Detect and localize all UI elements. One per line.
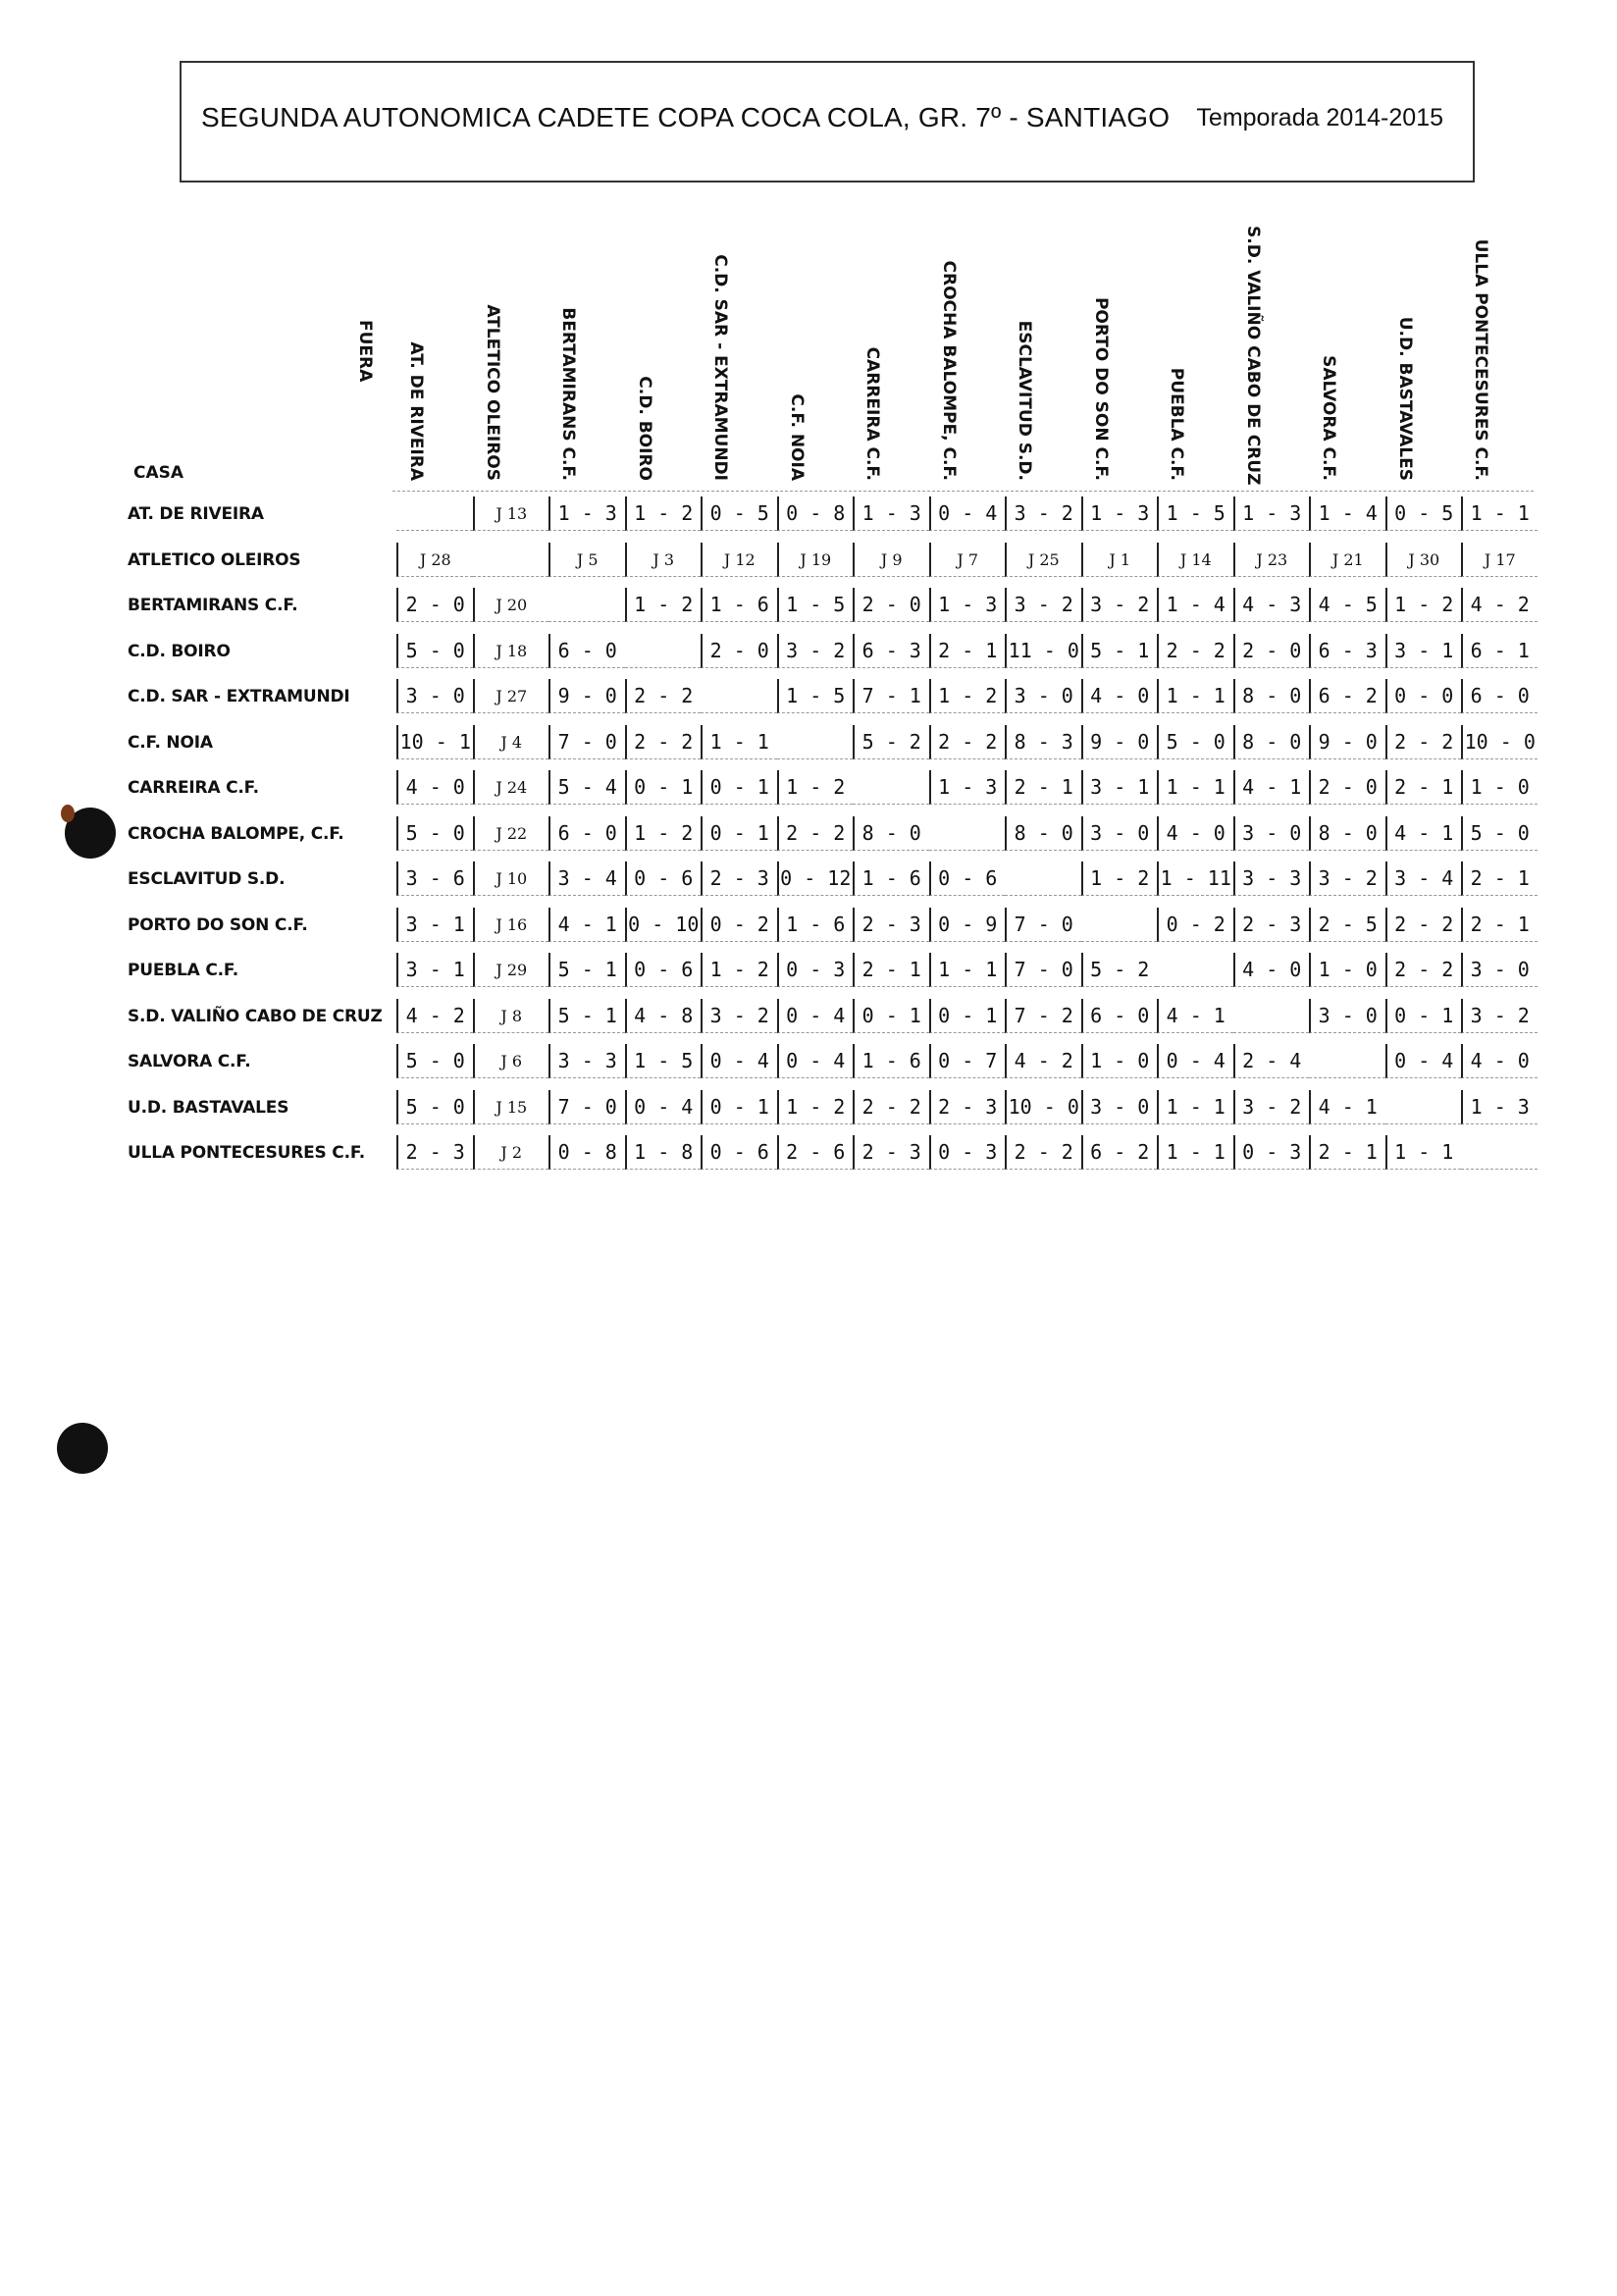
column-header xyxy=(482,226,532,481)
result-cell: 4 - 5 xyxy=(1309,588,1385,622)
column-header-label: ATLETICO OLEIROS xyxy=(482,304,502,481)
result-cell: 6 - 0 xyxy=(548,816,625,851)
column-header-label: PUEBLA C.F. xyxy=(1167,367,1186,481)
result-cell: 2 - 3 xyxy=(396,1135,473,1170)
result-cell: 2 - 2 xyxy=(1385,953,1462,987)
result-cell: 2 - 3 xyxy=(701,861,777,896)
column-header-label: U.D. BASTAVALES xyxy=(1394,316,1415,481)
result-cell: 3 - 2 xyxy=(1233,1090,1310,1124)
result-cell: 3 - 1 xyxy=(1081,770,1158,805)
result-cell: 3 - 3 xyxy=(1233,861,1310,896)
column-header xyxy=(1319,226,1368,481)
result-cell: J 10 xyxy=(473,861,549,896)
result-cell: J 6 xyxy=(473,1044,549,1078)
result-cell: 0 - 12 xyxy=(777,861,854,896)
result-cell: 6 - 0 xyxy=(1081,999,1158,1033)
diagonal-cell xyxy=(777,725,854,759)
result-cell: 5 - 0 xyxy=(396,1090,473,1124)
result-cell: 1 - 1 xyxy=(929,953,1006,987)
diagonal-cell xyxy=(1005,861,1081,896)
row-header: ESCLAVITUD S.D. xyxy=(128,869,286,889)
column-header xyxy=(786,226,836,481)
diagonal-cell xyxy=(929,816,1006,851)
row-header: U.D. BASTAVALES xyxy=(128,1097,289,1118)
result-cell: 9 - 0 xyxy=(1309,725,1385,759)
result-cell: 4 - 1 xyxy=(1157,999,1233,1033)
result-cell: J 19 xyxy=(777,543,854,577)
result-cell: 10 - 0 xyxy=(1461,725,1538,759)
result-cell: 5 - 1 xyxy=(1081,634,1158,668)
result-cell: 4 - 0 xyxy=(1233,953,1310,987)
result-cell: 6 - 3 xyxy=(853,634,929,668)
result-cell: 4 - 2 xyxy=(1005,1044,1081,1078)
result-cell: 9 - 0 xyxy=(1081,725,1158,759)
column-header-label: CARREIRA C.F. xyxy=(862,346,882,481)
result-cell: 6 - 1 xyxy=(1461,634,1538,668)
result-cell: 1 - 4 xyxy=(1157,588,1233,622)
result-cell: 2 - 1 xyxy=(1309,1135,1385,1170)
result-cell: 4 - 2 xyxy=(396,999,473,1033)
result-cell: 0 - 4 xyxy=(1385,1044,1462,1078)
result-cell: 3 - 4 xyxy=(1385,861,1462,896)
column-header xyxy=(1015,226,1064,481)
column-header-label: SALVORA C.F. xyxy=(1319,355,1338,481)
diagonal-cell xyxy=(1081,908,1158,942)
result-cell: 2 - 0 xyxy=(1309,770,1385,805)
result-cell: J 13 xyxy=(473,496,549,531)
result-cell: 7 - 0 xyxy=(1005,953,1081,987)
header-box xyxy=(180,61,1475,183)
column-header xyxy=(710,226,759,481)
result-cell: 0 - 4 xyxy=(1157,1044,1233,1078)
result-cell: 1 - 2 xyxy=(1385,588,1462,622)
result-cell: J 15 xyxy=(473,1090,549,1124)
result-cell: 2 - 3 xyxy=(929,1090,1006,1124)
result-cell: 1 - 2 xyxy=(625,588,702,622)
result-cell: 1 - 6 xyxy=(853,1044,929,1078)
result-cell: 6 - 2 xyxy=(1309,679,1385,713)
result-cell: 0 - 1 xyxy=(701,816,777,851)
result-cell: 5 - 2 xyxy=(1081,953,1158,987)
result-cell: 5 - 0 xyxy=(396,816,473,851)
diagonal-cell xyxy=(396,496,473,531)
result-cell: J 7 xyxy=(929,543,1006,577)
column-header-label: C.D. SAR - EXTRAMUNDI xyxy=(710,254,730,481)
result-cell: 2 - 5 xyxy=(1309,908,1385,942)
result-cell: 1 - 5 xyxy=(777,679,854,713)
diagonal-cell xyxy=(701,679,777,713)
column-header-label: PORTO DO SON C.F. xyxy=(1090,296,1111,481)
column-header-label: S.D. VALIÑO CABO DE CRUZ xyxy=(1242,226,1263,486)
result-cell: J 30 xyxy=(1385,543,1462,577)
result-cell: J 9 xyxy=(853,543,929,577)
result-cell: 3 - 2 xyxy=(1461,999,1538,1033)
result-cell: J 24 xyxy=(473,770,549,805)
result-cell: 7 - 1 xyxy=(853,679,929,713)
result-cell: 1 - 0 xyxy=(1081,1044,1158,1078)
result-cell: J 23 xyxy=(1233,543,1310,577)
result-cell: 2 - 2 xyxy=(625,679,702,713)
result-cell: 3 - 2 xyxy=(777,634,854,668)
result-cell: 4 - 3 xyxy=(1233,588,1310,622)
result-cell: 0 - 0 xyxy=(1385,679,1462,713)
result-cell: 1 - 6 xyxy=(701,588,777,622)
result-cell: J 12 xyxy=(701,543,777,577)
result-cell: 2 - 2 xyxy=(1005,1135,1081,1170)
result-cell: 4 - 0 xyxy=(1461,1044,1538,1078)
result-cell: 0 - 2 xyxy=(1157,908,1233,942)
result-cell: 8 - 3 xyxy=(1005,725,1081,759)
stain-mark xyxy=(61,805,75,822)
result-cell: 3 - 2 xyxy=(1081,588,1158,622)
result-cell: 8 - 0 xyxy=(1005,816,1081,851)
row-header: ULLA PONTECESURES C.F. xyxy=(128,1143,366,1163)
result-cell: 5 - 0 xyxy=(396,1044,473,1078)
result-cell: 10 - 0 xyxy=(1005,1090,1081,1124)
result-cell: 1 - 5 xyxy=(625,1044,702,1078)
result-cell: 0 - 1 xyxy=(625,770,702,805)
result-cell: 3 - 0 xyxy=(1005,679,1081,713)
result-cell: 0 - 2 xyxy=(701,908,777,942)
result-cell: J 22 xyxy=(473,816,549,851)
result-cell: 0 - 6 xyxy=(625,953,702,987)
result-cell: 1 - 3 xyxy=(853,496,929,531)
result-cell: 1 - 3 xyxy=(929,770,1006,805)
column-header xyxy=(406,226,455,481)
result-cell: 0 - 7 xyxy=(929,1044,1006,1078)
result-cell: 2 - 2 xyxy=(1385,908,1462,942)
result-cell: 2 - 6 xyxy=(777,1135,854,1170)
result-cell: 1 - 6 xyxy=(853,861,929,896)
result-cell: J 21 xyxy=(1309,543,1385,577)
result-cell: 1 - 2 xyxy=(701,953,777,987)
result-cell: 6 - 0 xyxy=(548,634,625,668)
result-cell: 7 - 0 xyxy=(548,725,625,759)
result-cell: 9 - 0 xyxy=(548,679,625,713)
result-cell: 5 - 4 xyxy=(548,770,625,805)
result-cell: 0 - 5 xyxy=(1385,496,1462,531)
result-cell: 5 - 1 xyxy=(548,999,625,1033)
result-cell: 8 - 0 xyxy=(1233,679,1310,713)
row-header: PORTO DO SON C.F. xyxy=(128,914,308,935)
row-header: S.D. VALIÑO CABO DE CRUZ xyxy=(128,1006,383,1026)
result-cell: 3 - 1 xyxy=(396,953,473,987)
result-cell: 3 - 2 xyxy=(1005,588,1081,622)
result-cell: 0 - 1 xyxy=(1385,999,1462,1033)
result-cell: 4 - 2 xyxy=(1461,588,1538,622)
row-header: C.F. NOIA xyxy=(128,732,213,753)
result-cell: 0 - 1 xyxy=(701,1090,777,1124)
column-header xyxy=(558,226,607,481)
result-cell: 1 - 2 xyxy=(625,496,702,531)
result-cell: 1 - 5 xyxy=(777,588,854,622)
result-cell: 0 - 8 xyxy=(548,1135,625,1170)
column-header-label: CROCHA BALOMPE, C.F. xyxy=(938,260,959,481)
result-cell: 4 - 1 xyxy=(1385,816,1462,851)
result-cell: 0 - 3 xyxy=(1233,1135,1310,1170)
result-cell: 1 - 2 xyxy=(1081,861,1158,896)
row-header: AT. DE RIVEIRA xyxy=(128,504,264,524)
result-cell: 2 - 1 xyxy=(853,953,929,987)
result-cell: 3 - 1 xyxy=(396,908,473,942)
result-cell: 3 - 3 xyxy=(548,1044,625,1078)
result-cell: 1 - 3 xyxy=(1233,496,1310,531)
result-cell: J 4 xyxy=(473,725,549,759)
result-cell: 3 - 0 xyxy=(1233,816,1310,851)
result-cell: 1 - 1 xyxy=(1157,1090,1233,1124)
result-cell: 0 - 6 xyxy=(625,861,702,896)
result-cell: 2 - 2 xyxy=(1385,725,1462,759)
result-cell: J 25 xyxy=(1005,543,1081,577)
season-label: Temporada 2014-2015 xyxy=(1196,104,1443,131)
result-cell: 3 - 0 xyxy=(1081,816,1158,851)
result-cell: J 14 xyxy=(1157,543,1233,577)
result-cell: 1 - 5 xyxy=(1157,496,1233,531)
result-cell: 1 - 8 xyxy=(625,1135,702,1170)
away-axis-text: FUERA xyxy=(355,320,375,383)
result-cell: 1 - 1 xyxy=(1157,1135,1233,1170)
column-header-label: ULLA PONTECESURES C.F. xyxy=(1471,238,1490,481)
result-cell: 3 - 1 xyxy=(1385,634,1462,668)
result-cell: 5 - 1 xyxy=(548,953,625,987)
result-cell: 1 - 1 xyxy=(1385,1135,1462,1170)
result-cell: 3 - 4 xyxy=(548,861,625,896)
result-cell: 3 - 2 xyxy=(1309,861,1385,896)
column-header xyxy=(634,226,684,481)
row-header: CROCHA BALOMPE, C.F. xyxy=(128,823,344,844)
result-cell: 6 - 0 xyxy=(1461,679,1538,713)
result-cell: 2 - 0 xyxy=(1233,634,1310,668)
result-cell: 7 - 2 xyxy=(1005,999,1081,1033)
result-cell: 2 - 2 xyxy=(929,725,1006,759)
result-cell: 0 - 3 xyxy=(929,1135,1006,1170)
result-cell: J 29 xyxy=(473,953,549,987)
result-cell: 2 - 2 xyxy=(853,1090,929,1124)
result-cell: 1 - 3 xyxy=(548,496,625,531)
row-header: CARREIRA C.F. xyxy=(128,778,259,798)
result-cell: 2 - 1 xyxy=(1385,770,1462,805)
column-header xyxy=(938,226,988,481)
result-cell: 1 - 3 xyxy=(929,588,1006,622)
result-cell: J 3 xyxy=(625,543,702,577)
result-cell: 0 - 8 xyxy=(777,496,854,531)
column-header xyxy=(1394,226,1444,481)
column-header xyxy=(1471,226,1520,481)
result-cell: 2 - 3 xyxy=(853,1135,929,1170)
result-cell: 0 - 6 xyxy=(929,861,1006,896)
result-cell: J 16 xyxy=(473,908,549,942)
row-header: C.D. BOIRO xyxy=(128,641,231,661)
result-cell: 1 - 2 xyxy=(929,679,1006,713)
diagonal-cell xyxy=(1309,1044,1385,1078)
result-cell: 1 - 2 xyxy=(625,816,702,851)
result-cell: 1 - 1 xyxy=(1461,496,1538,531)
diagonal-cell xyxy=(473,543,549,577)
result-cell: 3 - 2 xyxy=(1005,496,1081,531)
result-cell: 4 - 8 xyxy=(625,999,702,1033)
result-cell: 3 - 0 xyxy=(396,679,473,713)
column-header xyxy=(1242,226,1292,486)
result-cell: J 28 xyxy=(396,543,473,577)
result-cell: 0 - 1 xyxy=(853,999,929,1033)
column-header-label: C.F. NOIA xyxy=(786,393,807,481)
result-cell: 1 - 2 xyxy=(777,770,854,805)
result-cell: 1 - 3 xyxy=(1081,496,1158,531)
column-header-label: ESCLAVITUD S.D. xyxy=(1015,320,1034,481)
result-cell: 2 - 0 xyxy=(396,588,473,622)
result-cell: 6 - 2 xyxy=(1081,1135,1158,1170)
result-cell: 1 - 1 xyxy=(1157,679,1233,713)
row-header: ATLETICO OLEIROS xyxy=(128,549,301,570)
result-cell: 1 - 0 xyxy=(1309,953,1385,987)
result-cell: 0 - 10 xyxy=(625,908,702,942)
result-cell: J 18 xyxy=(473,634,549,668)
page-title: SEGUNDA AUTONOMICA CADETE COPA COCA COLA, GR. 7º - SANTIAGO xyxy=(201,102,1171,132)
result-cell: 3 - 0 xyxy=(1309,999,1385,1033)
result-cell: 6 - 3 xyxy=(1309,634,1385,668)
result-cell: J 20 xyxy=(473,588,549,622)
result-cell: 2 - 3 xyxy=(1233,908,1310,942)
result-cell: J 8 xyxy=(473,999,549,1033)
diagonal-cell xyxy=(1233,999,1310,1033)
result-cell: 4 - 1 xyxy=(1233,770,1310,805)
diagonal-cell xyxy=(1385,1090,1462,1124)
result-cell: 3 - 6 xyxy=(396,861,473,896)
diagonal-cell xyxy=(548,588,625,622)
grid-top-line xyxy=(392,491,1534,492)
result-cell: 4 - 1 xyxy=(548,908,625,942)
row-header: BERTAMIRANS C.F. xyxy=(128,596,298,615)
row-header: SALVORA C.F. xyxy=(128,1052,251,1071)
result-cell: J 17 xyxy=(1461,543,1538,577)
result-cell: 0 - 5 xyxy=(701,496,777,531)
column-header-label: BERTAMIRANS C.F. xyxy=(558,307,578,481)
result-cell: 1 - 1 xyxy=(1157,770,1233,805)
result-cell: 0 - 1 xyxy=(701,770,777,805)
result-cell: 0 - 4 xyxy=(625,1090,702,1124)
result-cell: 1 - 3 xyxy=(1461,1090,1538,1124)
result-cell: J 1 xyxy=(1081,543,1158,577)
column-header xyxy=(862,226,912,481)
home-axis-label: CASA xyxy=(133,463,184,483)
row-header: PUEBLA C.F. xyxy=(128,961,239,980)
diagonal-cell xyxy=(625,634,702,668)
result-cell: 1 - 4 xyxy=(1309,496,1385,531)
result-cell: J 2 xyxy=(473,1135,549,1170)
result-cell: 2 - 3 xyxy=(853,908,929,942)
diagonal-cell xyxy=(853,770,929,805)
result-cell: 7 - 0 xyxy=(548,1090,625,1124)
column-header xyxy=(1090,226,1140,481)
result-cell: 5 - 0 xyxy=(1461,816,1538,851)
result-cell: 5 - 2 xyxy=(853,725,929,759)
result-cell: 0 - 4 xyxy=(929,496,1006,531)
result-cell: 8 - 0 xyxy=(1233,725,1310,759)
result-cell: 2 - 0 xyxy=(853,588,929,622)
result-cell: 5 - 0 xyxy=(396,634,473,668)
result-cell: 3 - 0 xyxy=(1081,1090,1158,1124)
result-cell: 11 - 0 xyxy=(1005,634,1081,668)
result-cell: 8 - 0 xyxy=(853,816,929,851)
result-cell: J 5 xyxy=(548,543,625,577)
result-cell: 0 - 4 xyxy=(701,1044,777,1078)
result-cell: 5 - 0 xyxy=(1157,725,1233,759)
result-cell: 4 - 0 xyxy=(396,770,473,805)
result-cell: 2 - 0 xyxy=(701,634,777,668)
result-cell: 8 - 0 xyxy=(1309,816,1385,851)
result-cell: 1 - 11 xyxy=(1157,861,1233,896)
result-cell: 2 - 1 xyxy=(1461,861,1538,896)
diagonal-cell xyxy=(1461,1135,1538,1170)
diagonal-cell xyxy=(1157,953,1233,987)
column-header-label: C.D. BOIRO xyxy=(634,376,654,481)
column-header-label: AT. DE RIVEIRA xyxy=(406,341,426,481)
result-cell: J 27 xyxy=(473,679,549,713)
result-cell: 4 - 0 xyxy=(1081,679,1158,713)
result-cell: 2 - 4 xyxy=(1233,1044,1310,1078)
result-cell: 0 - 3 xyxy=(777,953,854,987)
result-cell: 3 - 2 xyxy=(701,999,777,1033)
column-header xyxy=(1167,226,1216,481)
result-cell: 4 - 0 xyxy=(1157,816,1233,851)
punch-hole-dot xyxy=(57,1423,108,1474)
result-cell: 2 - 2 xyxy=(777,816,854,851)
row-header: C.D. SAR - EXTRAMUNDI xyxy=(128,687,350,706)
result-cell: 2 - 1 xyxy=(1005,770,1081,805)
result-cell: 1 - 1 xyxy=(701,725,777,759)
result-cell: 0 - 6 xyxy=(701,1135,777,1170)
result-cell: 0 - 1 xyxy=(929,999,1006,1033)
result-cell: 2 - 2 xyxy=(1157,634,1233,668)
result-cell: 2 - 2 xyxy=(625,725,702,759)
result-cell: 0 - 4 xyxy=(777,1044,854,1078)
result-cell: 4 - 1 xyxy=(1309,1090,1385,1124)
result-cell: 7 - 0 xyxy=(1005,908,1081,942)
result-cell: 1 - 0 xyxy=(1461,770,1538,805)
result-cell: 1 - 2 xyxy=(777,1090,854,1124)
result-cell: 10 - 1 xyxy=(396,725,473,759)
result-cell: 1 - 6 xyxy=(777,908,854,942)
result-cell: 2 - 1 xyxy=(1461,908,1538,942)
result-cell: 0 - 9 xyxy=(929,908,1006,942)
result-cell: 0 - 4 xyxy=(777,999,854,1033)
result-cell: 2 - 1 xyxy=(929,634,1006,668)
result-cell: 3 - 0 xyxy=(1461,953,1538,987)
